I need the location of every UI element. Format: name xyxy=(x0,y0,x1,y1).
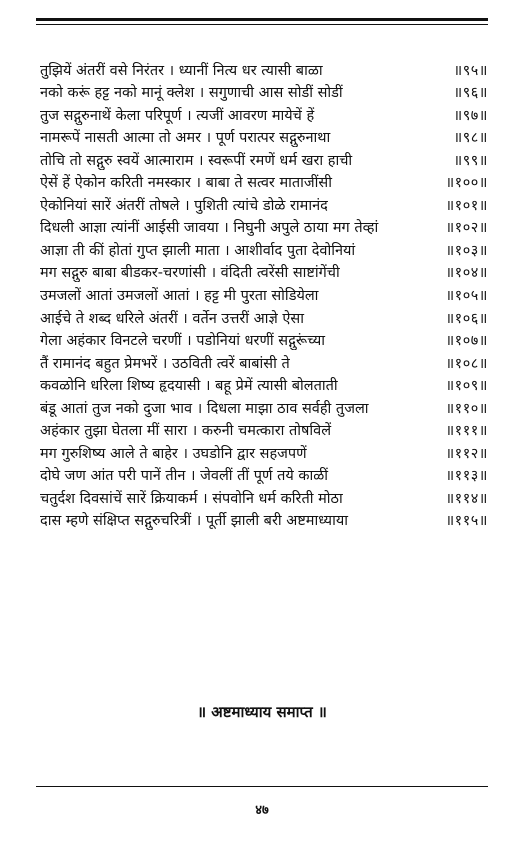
verse-text: ऐसें हें ऐकोन करिती नमस्कार । बाबा ते सत्वर माताजींसी xyxy=(40,175,332,192)
verse-number: ॥११०॥ xyxy=(445,400,488,417)
verse-line xyxy=(40,395,488,418)
verse-line xyxy=(40,102,488,125)
verse-text: तोचि तो सद्गुरु स्वयें आत्माराम । स्वरूपीं रमणें धर्म खरा हाची xyxy=(40,152,353,169)
verse-line xyxy=(40,282,488,305)
verse-number: ॥१०२॥ xyxy=(445,220,488,237)
verse-list xyxy=(40,57,488,530)
verse-number: ॥११२॥ xyxy=(445,445,488,462)
verse-line xyxy=(40,170,488,193)
chapter-end-heading: ॥ अष्टमाध्याय समाप्त ॥ xyxy=(197,703,327,721)
verse-number: ॥१०४॥ xyxy=(445,265,488,282)
verse-number: ॥९५॥ xyxy=(453,62,488,79)
verse-line xyxy=(40,147,488,170)
verse-text: कवळोनि धरिला शिष्य हृदयासी । बहू प्रेमें त्यासी बोलताती xyxy=(40,378,338,395)
page-number: ४७ xyxy=(255,803,269,818)
verse-number: ॥१००॥ xyxy=(445,175,488,192)
verse-text: आज्ञा ती कीं होतां गुप्त झाली माता । आशीर्वाद पुता देवोनियां xyxy=(40,242,356,259)
top-rule-thick xyxy=(36,18,488,21)
verse-line xyxy=(40,350,488,373)
verse-text: दास म्हणे संक्षिप्त सद्गुरुचरित्रीं । पूर्ती झाली बरी अष्टमाध्याया xyxy=(40,513,349,530)
verse-text: मग सद्गुरु बाबा बीडकर-चरणांसी । वंदिती त्वरेंसी साष्टांगेंची xyxy=(40,265,340,282)
verse-line xyxy=(40,508,488,531)
verse-text: उमजलों आतां उमजलों आतां । हट्ट मी पुरता सोडियेला xyxy=(40,288,319,305)
verse-text: चतुर्दश दिवसांचें सारें क्रियाकर्म । संपवोनि धर्म करिती मोठा xyxy=(40,490,343,507)
verse-line xyxy=(40,440,488,463)
verse-text: नको करूं हट्ट नको मानूं क्लेश । सगुणाची आस सोडीं सोडीं xyxy=(40,85,343,102)
verse-line xyxy=(40,237,488,260)
verse-line xyxy=(40,215,488,238)
verse-line xyxy=(40,57,488,80)
verse-number: ॥१११॥ xyxy=(445,423,488,440)
verse-number: ॥१०६॥ xyxy=(445,310,488,327)
verse-text: तुझियें अंतरीं वसे निरंतर । ध्यानीं नित्य धर त्यासी बाळा xyxy=(40,62,323,79)
verse-text: तैं रामानंद बहुत प्रेमभरें । उठविती त्वरें बाबांसी ते xyxy=(40,355,290,372)
verse-line xyxy=(40,373,488,396)
verse-number: ॥९६॥ xyxy=(453,85,488,102)
verse-number: ॥११५॥ xyxy=(445,513,488,530)
verse-line xyxy=(40,305,488,328)
verse-line xyxy=(40,192,488,215)
verse-number: ॥९७॥ xyxy=(453,107,488,124)
verse-text: आईचे ते शब्द धरिले अंतरीं । वर्तेन उत्तरीं आज्ञे ऐसा xyxy=(40,310,304,327)
verse-line xyxy=(40,80,488,103)
verse-line xyxy=(40,463,488,486)
verse-text: अहंकार तुझा घेतला मीं सारा । करुनी चमत्कारा तोषविलें xyxy=(40,423,332,440)
verse-line xyxy=(40,260,488,283)
verse-number: ॥१०९॥ xyxy=(445,378,488,395)
verse-number: ॥९८॥ xyxy=(453,130,488,147)
verse-text: नामरूपें नासती आत्मा तो अमर । पूर्ण परात्पर सद्गुरुनाथा xyxy=(40,130,331,147)
verse-text: दोघे जण आंत परी पानें तीन । जेवलीं तीं पूर्ण तये काळीं xyxy=(40,468,329,485)
verse-number: ॥१०१॥ xyxy=(445,197,488,214)
verse-number: ॥११३॥ xyxy=(445,468,488,485)
verse-text: दिधली आज्ञा त्यांनीं आईसी जावया । निघुनी अपुले ठाया मग तेव्हां xyxy=(40,220,379,237)
verse-line xyxy=(40,418,488,441)
verse-line xyxy=(40,485,488,508)
verse-line xyxy=(40,125,488,148)
verse-number: ॥१०५॥ xyxy=(445,288,488,305)
verse-number: ॥१०७॥ xyxy=(445,333,488,350)
verse-number: ॥१०८॥ xyxy=(445,355,488,372)
verse-number: ॥९९॥ xyxy=(453,152,488,169)
top-rule-thin xyxy=(36,24,488,25)
verse-text: ऐकोनियां सारें अंतरीं तोषले । पुशिती त्यांचे डोळे रामानंद xyxy=(40,197,328,214)
verse-line xyxy=(40,328,488,351)
verse-text: गेला अहंकार विनटले चरणीं । पडोनियां धरणीं सद्गुरूंच्या xyxy=(40,333,325,350)
verse-number: ॥१०३॥ xyxy=(445,242,488,259)
bottom-rule xyxy=(36,786,488,787)
verse-text: बंडू आतां तुज नको दुजा भाव । दिधला माझा ठाव सर्वही तुजला xyxy=(40,400,369,417)
verse-text: तुज सद्गुरुनाथें केला परिपूर्ण । त्यजीं आवरण मायेचें हें xyxy=(40,107,315,124)
verse-number: ॥११४॥ xyxy=(445,490,488,507)
verse-text: मग गुरुशिष्य आले ते बाहेर । उघडोनि द्वार सहजपणें xyxy=(40,445,307,462)
